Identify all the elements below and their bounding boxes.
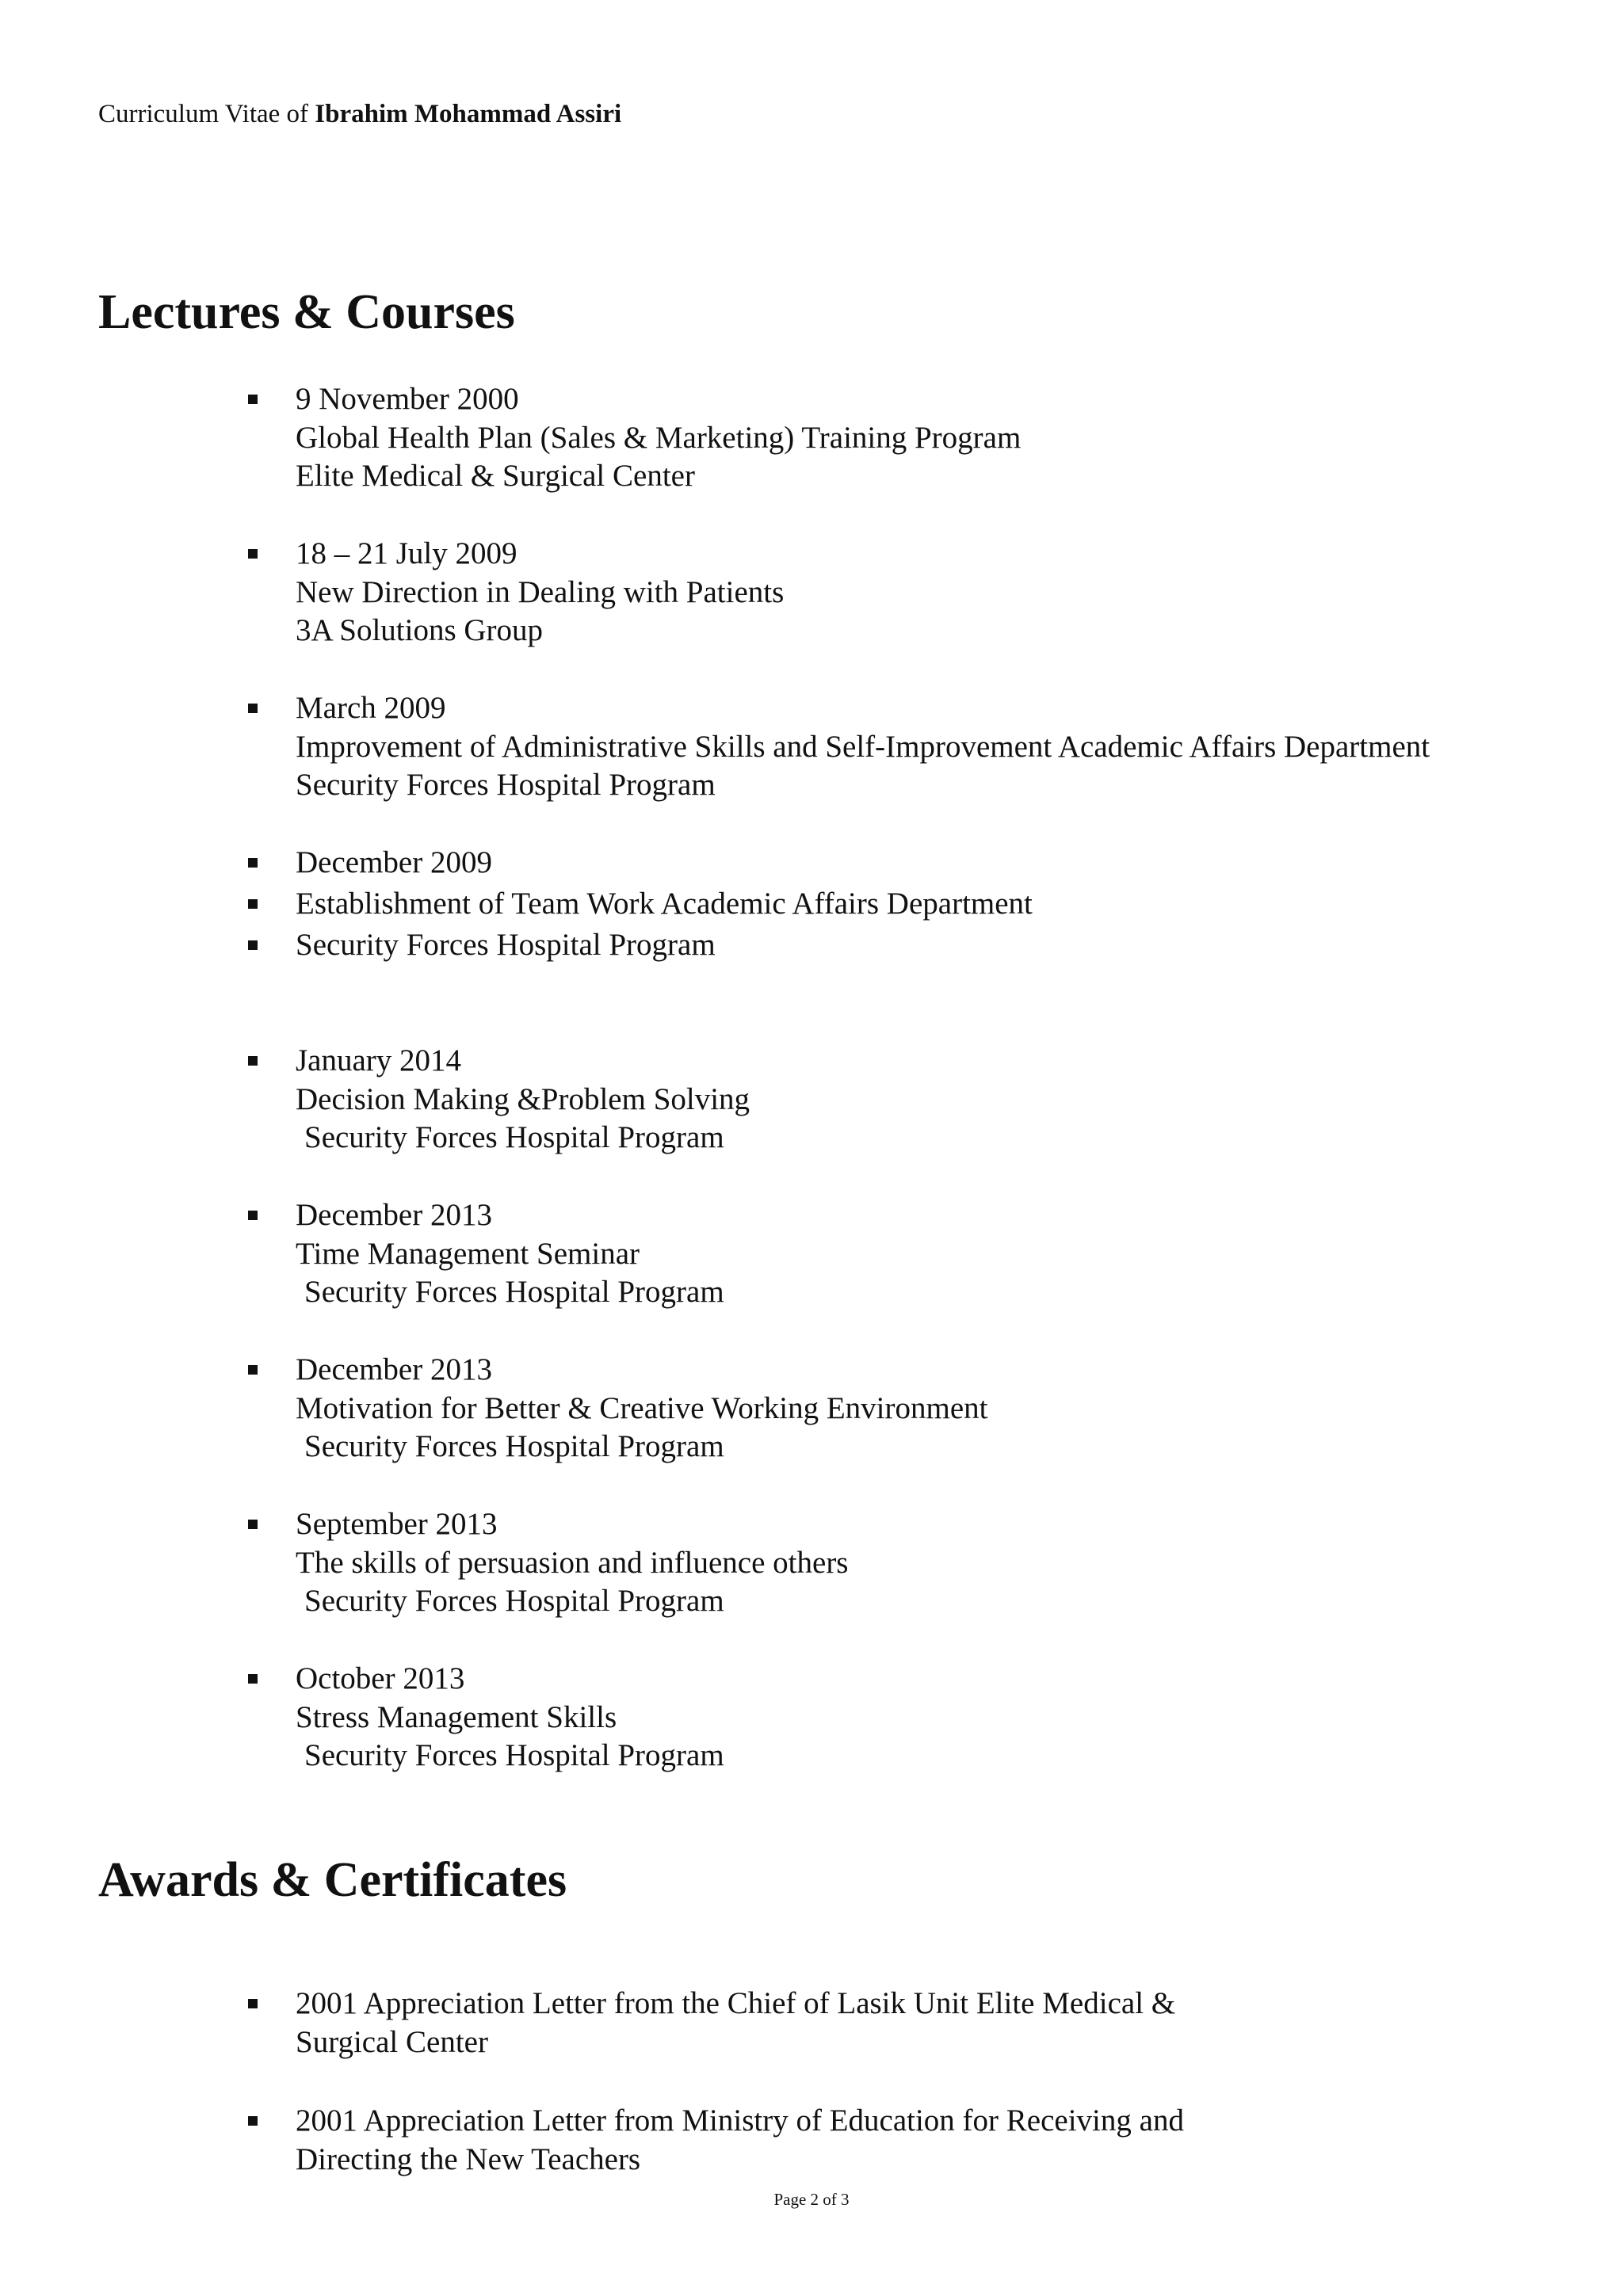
list-item	[296, 1660, 724, 1775]
bullet-icon	[248, 1674, 258, 1684]
list-item	[296, 1042, 750, 1158]
item-title: Global Health Plan (Sales & Marketing) Training Program	[296, 420, 1022, 455]
item-date: October 2013	[296, 1661, 465, 1695]
section-title-awards: Awards & Certificates	[98, 1853, 567, 1907]
award-line-2: Surgical Center	[296, 2024, 488, 2059]
page-number: Page 2 of 3	[773, 2190, 850, 2209]
item-text: December 2009	[296, 845, 492, 879]
bullet-icon	[248, 1520, 258, 1529]
item-text: Security Forces Hospital Program	[296, 928, 716, 962]
item-text: Establishment of Team Work Academic Affairs Department	[296, 887, 1033, 921]
list-item	[296, 885, 1033, 924]
list-item	[296, 535, 784, 650]
bullet-icon	[248, 704, 258, 713]
item-organization: 3A Solutions Group	[296, 613, 544, 647]
award-line-1: 2001 Appreciation Letter from Ministry of Education for Receiving and	[296, 2103, 1184, 2138]
bullet-icon	[248, 1211, 258, 1220]
item-organization: Security Forces Hospital Program	[304, 1275, 724, 1309]
header-prefix: Curriculum Vitae of	[98, 100, 315, 128]
item-title: Time Management Seminar	[296, 1236, 640, 1271]
header-name: Ibrahim Mohammad Assiri	[315, 100, 622, 128]
item-organization: Security Forces Hospital Program	[304, 1584, 724, 1618]
page-header	[98, 97, 621, 132]
item-date: December 2013	[296, 1352, 492, 1386]
item-organization: Security Forces Hospital Program	[304, 1429, 724, 1463]
list-item	[296, 1985, 1175, 2061]
item-organization: Elite Medical & Surgical Center	[296, 459, 695, 493]
list-item	[296, 2102, 1184, 2179]
award-line-1: 2001 Appreciation Letter from the Chief of Lasik Unit Elite Medical &	[296, 1986, 1176, 2020]
bullet-icon	[248, 1056, 258, 1066]
list-item	[296, 1505, 849, 1621]
item-title: New Direction in Dealing with Patients	[296, 574, 785, 609]
item-title: Decision Making &Problem Solving	[296, 1081, 750, 1116]
bullet-icon	[248, 395, 258, 404]
bullet-icon	[248, 2116, 258, 2126]
item-date: September 2013	[296, 1507, 498, 1541]
item-date: January 2014	[296, 1043, 462, 1077]
list-item	[296, 1351, 987, 1466]
list-item	[296, 844, 492, 883]
bullet-icon	[248, 858, 258, 868]
section-title-lectures: Lectures & Courses	[98, 285, 515, 339]
item-title: The skills of persuasion and influence others	[296, 1545, 849, 1580]
item-organization: Security Forces Hospital Program	[296, 768, 716, 802]
item-organization: Security Forces Hospital Program	[304, 1120, 724, 1154]
item-organization: Security Forces Hospital Program	[304, 1738, 724, 1772]
list-item	[296, 689, 1430, 805]
award-line-2: Directing the New Teachers	[296, 2142, 641, 2176]
item-date: December 2013	[296, 1198, 492, 1232]
bullet-icon	[248, 1365, 258, 1375]
list-item	[296, 380, 1021, 496]
bullet-icon	[248, 1999, 258, 2008]
item-title: Motivation for Better & Creative Working Environment	[296, 1390, 988, 1425]
item-title: Stress Management Skills	[296, 1699, 617, 1734]
item-date: 9 November 2000	[296, 382, 519, 416]
item-date: March 2009	[296, 691, 446, 725]
bullet-icon	[248, 549, 258, 559]
bullet-icon	[248, 940, 258, 950]
item-date: 18 – 21 July 2009	[296, 536, 517, 570]
bullet-icon	[248, 899, 258, 909]
list-item	[296, 926, 716, 965]
item-title: Improvement of Administrative Skills and Self-Improvement Academic Affairs Department	[296, 729, 1430, 764]
list-item	[296, 1196, 724, 1312]
